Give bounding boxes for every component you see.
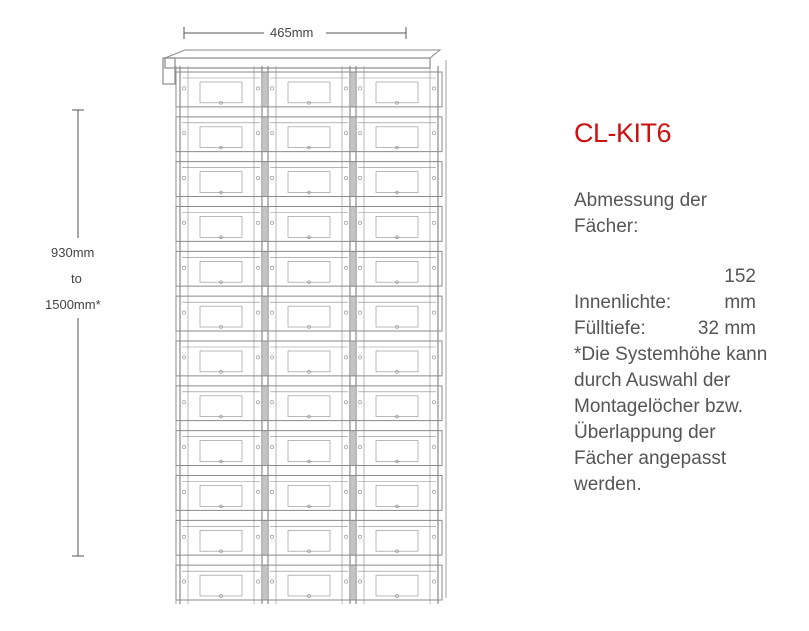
mount-hole xyxy=(256,445,259,448)
footnote-line: Montagelöcher bzw. xyxy=(574,396,743,417)
mount-hole xyxy=(344,87,347,90)
mount-hole xyxy=(344,490,347,493)
pocket-window xyxy=(200,396,242,417)
mount-hole xyxy=(256,132,259,135)
spec-row-fuelltiefe xyxy=(574,316,756,342)
mount-hole xyxy=(432,176,435,179)
mount-hole xyxy=(182,221,185,224)
mount-hole xyxy=(344,176,347,179)
mount-hole xyxy=(344,535,347,538)
mount-hole xyxy=(432,535,435,538)
pocket-window xyxy=(200,82,242,103)
section-title xyxy=(574,188,707,240)
spec-value: 152 mm xyxy=(724,266,756,313)
mount-hole xyxy=(344,132,347,135)
mount-hole xyxy=(270,87,273,90)
mount-hole xyxy=(270,580,273,583)
spec-label: Fülltiefe: xyxy=(574,318,646,339)
pocket-window xyxy=(200,127,242,148)
mount-hole xyxy=(432,580,435,583)
footnote-line: durch Auswahl der xyxy=(574,370,731,391)
mount-hole xyxy=(182,535,185,538)
pocket-window xyxy=(288,261,330,282)
width-label: 465mm xyxy=(270,25,314,40)
mount-hole xyxy=(344,580,347,583)
mount-hole xyxy=(270,445,273,448)
mount-hole xyxy=(182,132,185,135)
pocket-window xyxy=(200,306,242,327)
pocket-window xyxy=(376,530,418,551)
pocket-window xyxy=(288,351,330,372)
footnote-line: Überlappung der xyxy=(574,422,716,443)
mount-hole xyxy=(182,311,185,314)
pocket-window xyxy=(376,306,418,327)
mount-hole xyxy=(182,176,185,179)
mount-hole xyxy=(344,266,347,269)
pocket-window xyxy=(376,351,418,372)
mount-hole xyxy=(432,490,435,493)
top-rail-back xyxy=(165,50,440,58)
mount-hole xyxy=(358,580,361,583)
pocket-window xyxy=(200,217,242,238)
pocket-window xyxy=(288,396,330,417)
pocket-window xyxy=(200,261,242,282)
mount-hole xyxy=(358,401,361,404)
pocket-window xyxy=(376,575,418,596)
mount-hole xyxy=(344,311,347,314)
back-frame xyxy=(176,60,446,604)
pocket-window xyxy=(200,172,242,193)
mount-hole xyxy=(256,490,259,493)
mount-hole xyxy=(344,401,347,404)
section-title-line2: Fächer: xyxy=(574,216,639,237)
height-label-max: 1500mm* xyxy=(45,297,101,312)
pocket-window xyxy=(376,127,418,148)
mount-hole xyxy=(358,311,361,314)
mount-hole xyxy=(358,356,361,359)
section-title-line1: Abmessung der xyxy=(574,190,708,211)
spec-value: 32 mm xyxy=(697,318,756,339)
mount-hole xyxy=(432,266,435,269)
pocket-window xyxy=(376,486,418,507)
mount-hole xyxy=(432,445,435,448)
pocket-window xyxy=(200,351,242,372)
mount-hole xyxy=(256,266,259,269)
height-label-min: 930mm xyxy=(51,245,95,260)
footnote xyxy=(574,342,767,498)
pocket-window xyxy=(376,217,418,238)
product-code: CL-KIT6 xyxy=(574,118,672,148)
pocket-window xyxy=(376,82,418,103)
height-label-to: to xyxy=(71,271,82,286)
pocket-window xyxy=(200,575,242,596)
mount-hole xyxy=(432,132,435,135)
mount-hole xyxy=(344,445,347,448)
pocket-window xyxy=(288,82,330,103)
mount-hole xyxy=(182,401,185,404)
mount-hole xyxy=(182,445,185,448)
mount-hole xyxy=(344,221,347,224)
pocket-window xyxy=(288,441,330,462)
mount-hole xyxy=(182,490,185,493)
mount-hole xyxy=(270,401,273,404)
mount-hole xyxy=(432,401,435,404)
mount-hole xyxy=(256,580,259,583)
mount-hole xyxy=(256,401,259,404)
footnote-line: werden. xyxy=(574,474,642,495)
pocket-window xyxy=(288,530,330,551)
mount-hole xyxy=(358,132,361,135)
mount-hole xyxy=(432,221,435,224)
mount-hole xyxy=(358,445,361,448)
pocket-window xyxy=(376,441,418,462)
mount-hole xyxy=(270,176,273,179)
mount-hole xyxy=(432,87,435,90)
mount-hole xyxy=(358,221,361,224)
mount-hole xyxy=(270,535,273,538)
top-rail xyxy=(165,58,430,68)
mount-hole xyxy=(182,87,185,90)
mount-hole xyxy=(270,311,273,314)
pocket-window xyxy=(288,217,330,238)
mount-hole xyxy=(432,311,435,314)
mount-hole xyxy=(256,535,259,538)
pocket-window xyxy=(376,172,418,193)
footnote-line: Fächer angepasst xyxy=(574,448,727,469)
mount-hole xyxy=(358,87,361,90)
mount-hole xyxy=(358,266,361,269)
pocket-window xyxy=(376,396,418,417)
spec-list xyxy=(574,264,756,342)
pocket-window xyxy=(200,530,242,551)
mount-hole xyxy=(432,356,435,359)
mount-hole xyxy=(358,535,361,538)
mount-hole xyxy=(270,356,273,359)
mount-hole xyxy=(344,356,347,359)
mount-hole xyxy=(358,176,361,179)
mount-hole xyxy=(256,176,259,179)
spec-row-innenlichte xyxy=(574,264,756,316)
pocket-window xyxy=(288,127,330,148)
pocket-window xyxy=(376,261,418,282)
pocket-window xyxy=(200,441,242,462)
mount-hole xyxy=(182,356,185,359)
mount-hole xyxy=(270,132,273,135)
mount-hole xyxy=(256,356,259,359)
mount-hole xyxy=(270,266,273,269)
pocket-window xyxy=(288,486,330,507)
mount-hole xyxy=(270,490,273,493)
mount-hole xyxy=(256,311,259,314)
footnote-line: *Die Systemhöhe kann xyxy=(574,344,768,365)
mount-hole xyxy=(256,87,259,90)
mount-hole xyxy=(358,490,361,493)
pocket-window xyxy=(288,306,330,327)
pocket-window xyxy=(200,486,242,507)
pocket-window xyxy=(288,575,330,596)
spec-label: Innenlichte: xyxy=(574,292,672,313)
mount-hole xyxy=(256,221,259,224)
mount-hole xyxy=(182,580,185,583)
mount-hole xyxy=(270,221,273,224)
pocket-window xyxy=(288,172,330,193)
mount-hole xyxy=(182,266,185,269)
